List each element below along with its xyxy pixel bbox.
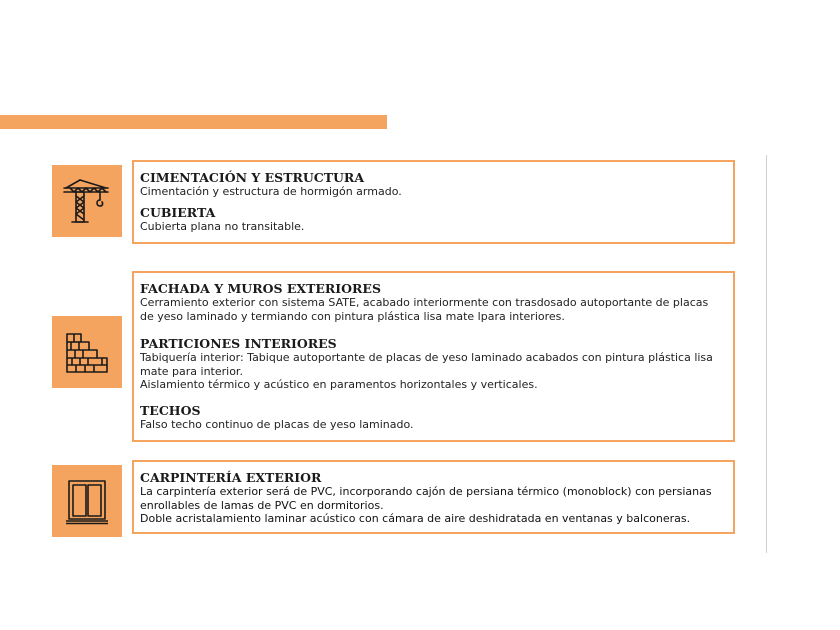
card-facade-partitions [132,271,735,442]
section-title: CIMENTACIÓN Y ESTRUCTURA [140,170,365,185]
section-text: Doble acristalamiento laminar acústico con cámara de aire deshidratada en ventanas y balconeras. [140,512,691,525]
section-text: Tabiquería interior: Tabique autoportante de placas de yeso laminado acabados con pintura plástica lisa [140,351,713,364]
right-divider-line [766,155,767,553]
top-accent-bar [0,115,387,129]
section-text: enrollables de lamas de PVC en dormitorios. [140,498,384,512]
section-text: mate para interior. [140,364,243,378]
section-fachada [140,282,727,323]
section-particiones [140,337,727,392]
section-text: Aislamiento térmico y acústico en paramentos horizontales y verticales. [140,378,538,391]
section-title: CARPINTERÍA EXTERIOR [140,470,322,485]
section-cimentacion [140,171,727,199]
section-text: de yeso laminado y termiando con pintura plástica lisa mate lpara interiores. [140,309,565,323]
section-title: PARTICIONES INTERIORES [140,336,337,351]
section-title: CUBIERTA [140,204,216,220]
brick-wall-icon [52,316,122,388]
section-text: Cerramiento exterior con sistema SATE, acabado interiormente con trasdosado autoportante de placas [140,296,709,309]
section-title: FACHADA Y MUROS EXTERIORES [140,281,381,296]
section-text: Cimentación y estructura de hormigón armado. [140,185,402,198]
section-text: Cubierta plana no transitable. [140,219,305,233]
section-techos [140,404,727,432]
section-carpinteria [140,471,727,526]
section-text: La carpintería exterior será de PVC, incorporando cajón de persiana térmico (monoblock) con persianas [140,485,712,498]
card-carpinteria [132,460,735,534]
window-icon [52,465,122,537]
card-structure [132,160,735,244]
section-title: TECHOS [140,402,201,418]
crane-icon [52,165,122,237]
section-text: Falso techo continuo de placas de yeso laminado. [140,417,414,431]
section-cubierta [140,206,727,234]
